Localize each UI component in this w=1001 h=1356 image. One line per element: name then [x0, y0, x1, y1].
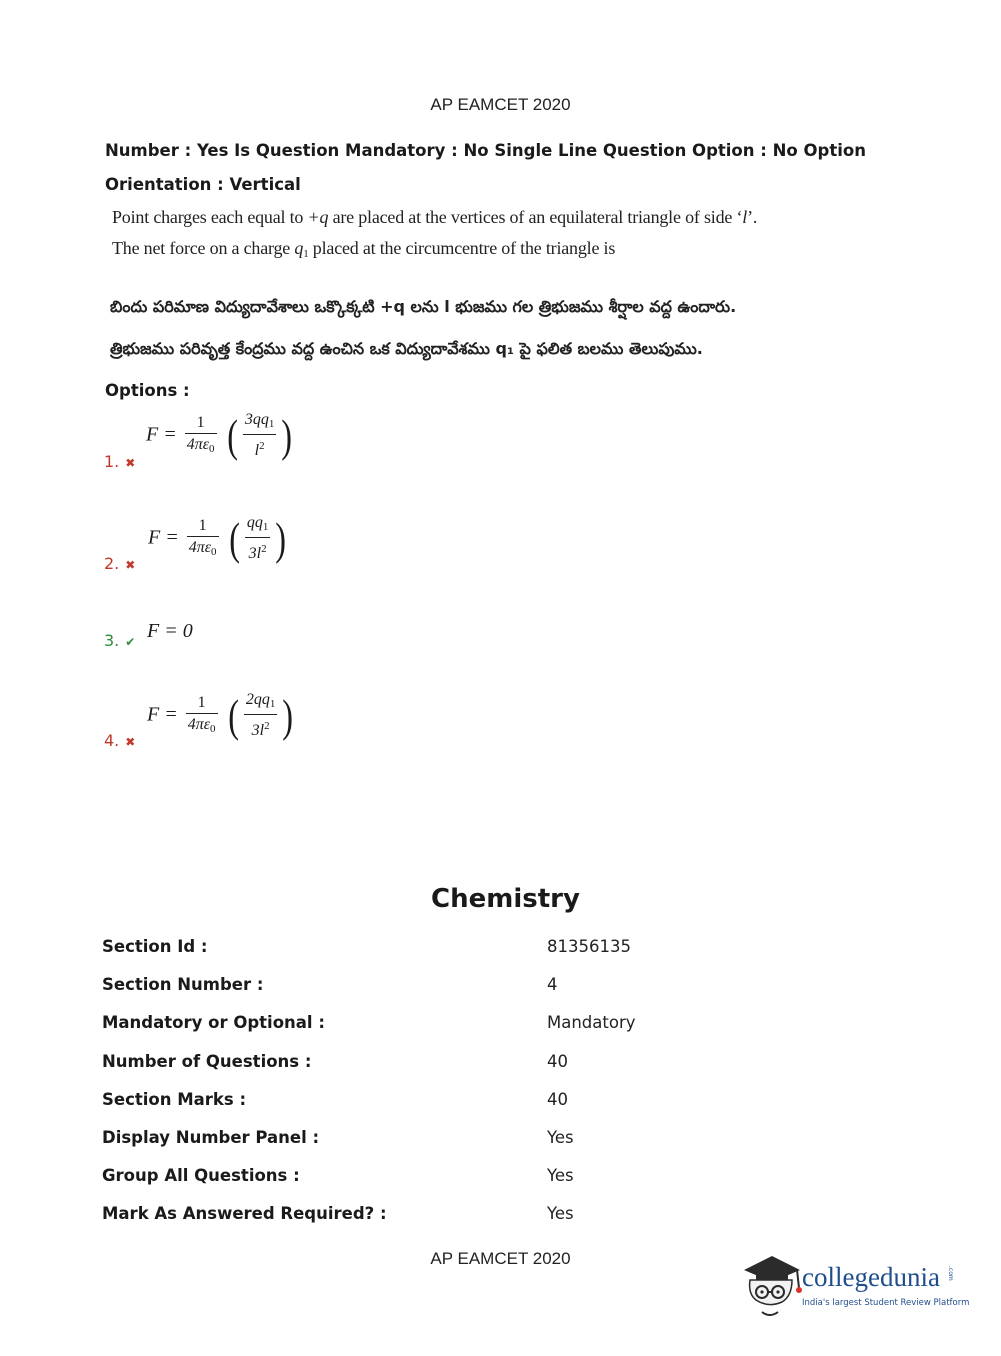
- option-2-formula: F = $\frac{1}{4\pi\varepsilon_0}$ ( $\frac{qq_1}{3l^2}$ ): [148, 513, 287, 564]
- orientation-line: Orientation : Vertical: [105, 175, 301, 194]
- section-title: Chemistry: [431, 884, 580, 914]
- option-3-formula: F = 0: [147, 620, 193, 642]
- section-row-label: Group All Questions :: [102, 1166, 300, 1186]
- section-row-value: Yes: [547, 1204, 574, 1224]
- section-row-label: Section Number :: [102, 975, 264, 995]
- section-row-label: Mark As Answered Required? :: [102, 1204, 387, 1224]
- option-2-number: 2. ✖: [104, 554, 136, 573]
- option-4-formula: F = $\frac{1}{4\pi\varepsilon_0}$ ( $\frac{2qq_1}{3l^2}$ ): [147, 690, 294, 741]
- section-row-value: 40: [547, 1089, 568, 1109]
- wrong-mark-icon: ✖: [125, 558, 136, 572]
- question-english-line-2: The net force on a charge $q_1$ placed at the circumcentre of the triangle is: [112, 238, 616, 260]
- option-1-formula: F = $\frac{1}{4\pi\varepsilon_0}$ ( $\frac{3qq_1}{l^2}$ ): [146, 410, 293, 461]
- check-mark-icon: ✔: [125, 635, 136, 649]
- section-row-value: Yes: [547, 1166, 574, 1186]
- question-telugu-line-1: బిందు పరిమాణ విద్యుదావేశాలు ఒక్కొక్కటి +q లను l భుజము గల త్రిభుజము శీర్షాల వద్ద ఉందారు.: [110, 297, 737, 316]
- page-header-title: AP EAMCET 2020: [430, 95, 571, 114]
- section-row-value: 40: [547, 1051, 568, 1071]
- section-row-label: Number of Questions :: [102, 1051, 312, 1071]
- section-row-value: 81356135: [547, 937, 631, 956]
- section-row-label: Section Marks :: [102, 1089, 247, 1109]
- logo-tagline: India's largest Student Review Platform: [802, 1298, 970, 1308]
- question-english-line-1: Point charges each equal to +q are placed at the vertices of an equilateral triangle of side ‘l’.: [112, 207, 758, 227]
- logo-domain: .com: [947, 1266, 954, 1281]
- section-row-label: Mandatory or Optional :: [102, 1013, 325, 1033]
- page-footer-title: AP EAMCET 2020: [430, 1249, 571, 1268]
- options-label: Options :: [105, 381, 190, 400]
- option-1-number: 1. ✖: [104, 452, 136, 471]
- section-row-value: Mandatory: [547, 1013, 636, 1033]
- logo-wordmark: collegedunia: [802, 1262, 940, 1292]
- section-row-value: Yes: [547, 1128, 574, 1147]
- wrong-mark-icon: ✖: [125, 735, 136, 749]
- section-row-label: Section Id :: [102, 937, 208, 956]
- option-3-number: 3. ✔: [104, 631, 136, 650]
- section-row-label: Display Number Panel :: [102, 1128, 320, 1147]
- question-meta-line: Number : Yes Is Question Mandatory : No Single Line Question Option : No Option: [105, 141, 866, 160]
- question-telugu-line-2: త్రిభుజము పరివృత్త కేంద్రము వద్ద ఉంచిన ఒక విద్యుదావేశము q₁ పై ఫలిత బలము తెలుపుము.: [110, 339, 703, 358]
- option-4-number: 4. ✖: [104, 731, 136, 750]
- section-row-value: 4: [547, 975, 558, 995]
- collegedunia-logo: [742, 1250, 972, 1320]
- wrong-mark-icon: ✖: [125, 456, 136, 470]
